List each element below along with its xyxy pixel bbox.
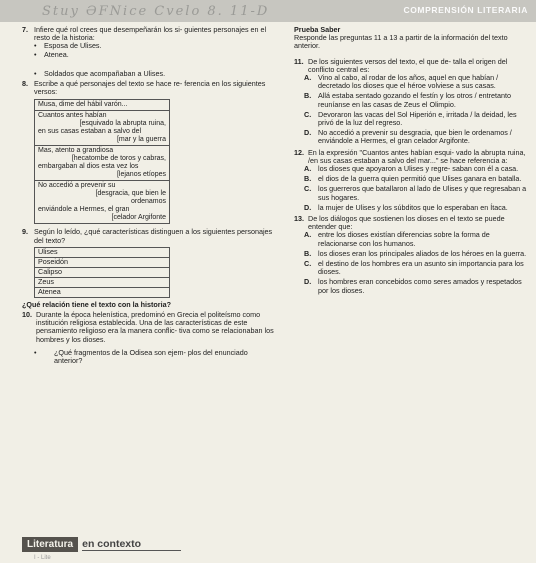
verse-line: [esquivado la abrupta ruina,	[79, 120, 166, 128]
verse-cell	[35, 100, 170, 111]
question-11-options	[294, 74, 530, 146]
verse-line: [lejanos etíopes	[116, 171, 166, 179]
option-text: Devoraron las vacas del Sol Hiperión e, irritada / la deidad, les privó de la luz del regreso.	[318, 109, 517, 128]
question-text: Infiere qué rol crees que desempeñarán los si- guientes personajes en el resto de la historia:	[34, 25, 267, 43]
table-row	[35, 277, 170, 287]
verse-cell	[35, 181, 170, 224]
character-cell: Ulises	[35, 247, 170, 257]
verse-line: [celador Argifonte	[111, 214, 166, 222]
character-cell: Poseidón	[35, 257, 170, 267]
verse-line: [hecatombe de toros y cabras,	[71, 155, 166, 163]
question-text: En la expresión "Cuantos antes habían esqui- vado la abrupta ruina, /en sus casas estaban a salvo del mar..." se hace referencia a:	[308, 147, 526, 165]
question-text: Escribe a qué personajes del texto se hace re- ferencia en los siguientes versos:	[34, 79, 266, 97]
footer-section: en contexto	[82, 538, 181, 551]
question-13-options	[294, 231, 530, 294]
option-text: el dios de la guerra quien permitió que Ulises ganara en batalla.	[318, 174, 522, 184]
question-text: Según lo leído, ¿qué características distinguen a los siguientes personajes del texto?	[34, 227, 273, 245]
question-text: Durante la época helenística, predominó en Grecia el politeísmo como institución religiosa establecida. Una de las características de este pensamiento religioso era la manera conflic- tiva como se relacionaban los hombres y los dioses.	[36, 310, 274, 344]
table-row	[35, 247, 170, 257]
table-row	[35, 257, 170, 267]
prueba-intro: Responde las preguntas 11 a 13 a partir de la información del texto anterior.	[294, 33, 508, 51]
question-10-list	[22, 349, 278, 365]
option-d	[294, 204, 530, 212]
option-c	[294, 111, 530, 127]
verse-cell	[35, 146, 170, 181]
role-list	[22, 42, 278, 78]
option-b	[294, 250, 530, 258]
option-letter: B.	[304, 174, 312, 184]
option-letter: C.	[304, 109, 312, 119]
option-a	[294, 74, 530, 90]
verse-line: enviándole a Hermes, el gran	[38, 206, 130, 214]
characters-table	[34, 247, 170, 298]
handwritten-note: Stuy ƏFNice Cvelo 8. 11-D	[42, 4, 270, 19]
option-letter: A.	[304, 164, 312, 174]
verse-line: Musa, dime del hábil varón...	[38, 101, 128, 109]
list-item: • Atenea.	[22, 51, 278, 59]
option-b	[294, 92, 530, 108]
footer-tag-literatura: Literatura	[22, 537, 78, 552]
option-a	[294, 231, 530, 247]
question-text: De los siguientes versos del texto, el que de- talla el origen del conflicto central es:	[308, 56, 508, 74]
table-row	[35, 267, 170, 277]
prueba-title: Prueba Saber	[294, 25, 341, 34]
option-text: entre los dioses existían diferencias sobre la forma de relacionarse con los humanos.	[318, 230, 490, 248]
option-a	[294, 165, 530, 173]
question-number: 7.	[22, 25, 28, 34]
option-letter: D.	[304, 202, 312, 212]
option-b	[294, 175, 530, 183]
verse-line: [mar y la guerra	[116, 136, 166, 144]
verse-line: en sus casas estaban a salvo del	[38, 128, 142, 136]
character-cell: Atenea	[35, 287, 170, 297]
option-c	[294, 185, 530, 201]
table-row	[35, 287, 170, 297]
left-column	[22, 26, 278, 365]
question-number: 9.	[22, 227, 28, 237]
option-text: los dioses eran los principales aliados de los héroes en la guerra.	[318, 248, 527, 258]
option-text: los hombres eran concebidos como seres amados y respetados por los dioses.	[318, 277, 522, 295]
verse-line: ordenamos	[130, 198, 166, 206]
footer-page-fragment: I - Lite	[34, 555, 51, 561]
footer-brand	[22, 537, 181, 552]
option-text: el destino de los hombres era un asunto sin importancia para los dioses.	[318, 259, 524, 277]
option-letter: C.	[304, 184, 312, 194]
option-letter: D.	[304, 128, 312, 138]
option-d	[294, 278, 530, 294]
question-12-options	[294, 165, 530, 212]
table-row	[35, 146, 170, 181]
option-letter: B.	[304, 91, 312, 101]
verse-line: embargaban al dios esta vez los	[38, 163, 139, 171]
verse-line: Mas, atento a grandiosa	[38, 147, 114, 155]
verses-table	[34, 99, 170, 224]
option-text: Allá estaba sentado gozando el festín y los otros / entretanto reuníanse en las casas de Zeus el Olimpio.	[318, 91, 511, 109]
verse-line: [desgracia, que bien le	[95, 190, 166, 198]
question-number: 10.	[22, 310, 32, 320]
option-letter: D.	[304, 277, 312, 287]
option-letter: B.	[304, 248, 312, 258]
table-row	[35, 100, 170, 111]
verse-line: No accedió a prevenir su	[38, 182, 116, 190]
question-number: 8.	[22, 79, 28, 89]
list-item: • ¿Qué fragmentos de la Odisea son ejem- plos del enunciado anterior?	[22, 349, 278, 365]
option-text: los dioses que apoyaron a Ulises y regre- saban con él a casa.	[318, 164, 519, 174]
question-12	[294, 149, 530, 165]
option-text: No accedió a prevenir su desgracia, que bien le ordenamos / enviándole a Hermes, el gran celador Argifonte.	[318, 128, 512, 146]
question-number: 12.	[294, 147, 304, 157]
question-11	[294, 58, 530, 74]
question-number: 13.	[294, 214, 304, 224]
list-item: • Soldados que acompañaban a Ulises.	[22, 70, 278, 78]
question-7	[22, 26, 278, 42]
question-13	[294, 215, 530, 231]
verse-line: Cuantos antes habían	[38, 112, 107, 120]
character-cell: Calipso	[35, 267, 170, 277]
question-10	[22, 311, 278, 344]
option-c	[294, 260, 530, 276]
list-item: • Esposa de Ulises.	[22, 42, 278, 50]
section-title: COMPRENSIÓN LITERARIA	[403, 5, 528, 15]
verse-cell	[35, 111, 170, 146]
table-row	[35, 111, 170, 146]
question-9	[22, 228, 278, 244]
right-column	[294, 26, 530, 297]
option-text: los guerreros que batallaron al lado de Ulises y que regresaban a sus hogares.	[318, 184, 527, 202]
table-row	[35, 181, 170, 224]
option-text: Vino al cabo, al rodar de los años, aquel en que habían / decretado los dioses que el héroe volviese a sus casas.	[318, 73, 499, 91]
question-relation: ¿Qué relación tiene el texto con la historia?	[22, 299, 171, 309]
option-d	[294, 129, 530, 145]
question-8	[22, 80, 278, 96]
character-cell: Zeus	[35, 277, 170, 287]
question-number: 11.	[294, 56, 304, 66]
question-text: De los diálogos que sostienen los dioses en el texto se puede entender que:	[308, 214, 505, 232]
option-letter: A.	[304, 73, 312, 83]
option-letter: A.	[304, 230, 312, 240]
option-letter: C.	[304, 259, 312, 269]
option-text: la mujer de Ulises y los súbditos que lo esperaban en Ítaca.	[318, 202, 508, 212]
